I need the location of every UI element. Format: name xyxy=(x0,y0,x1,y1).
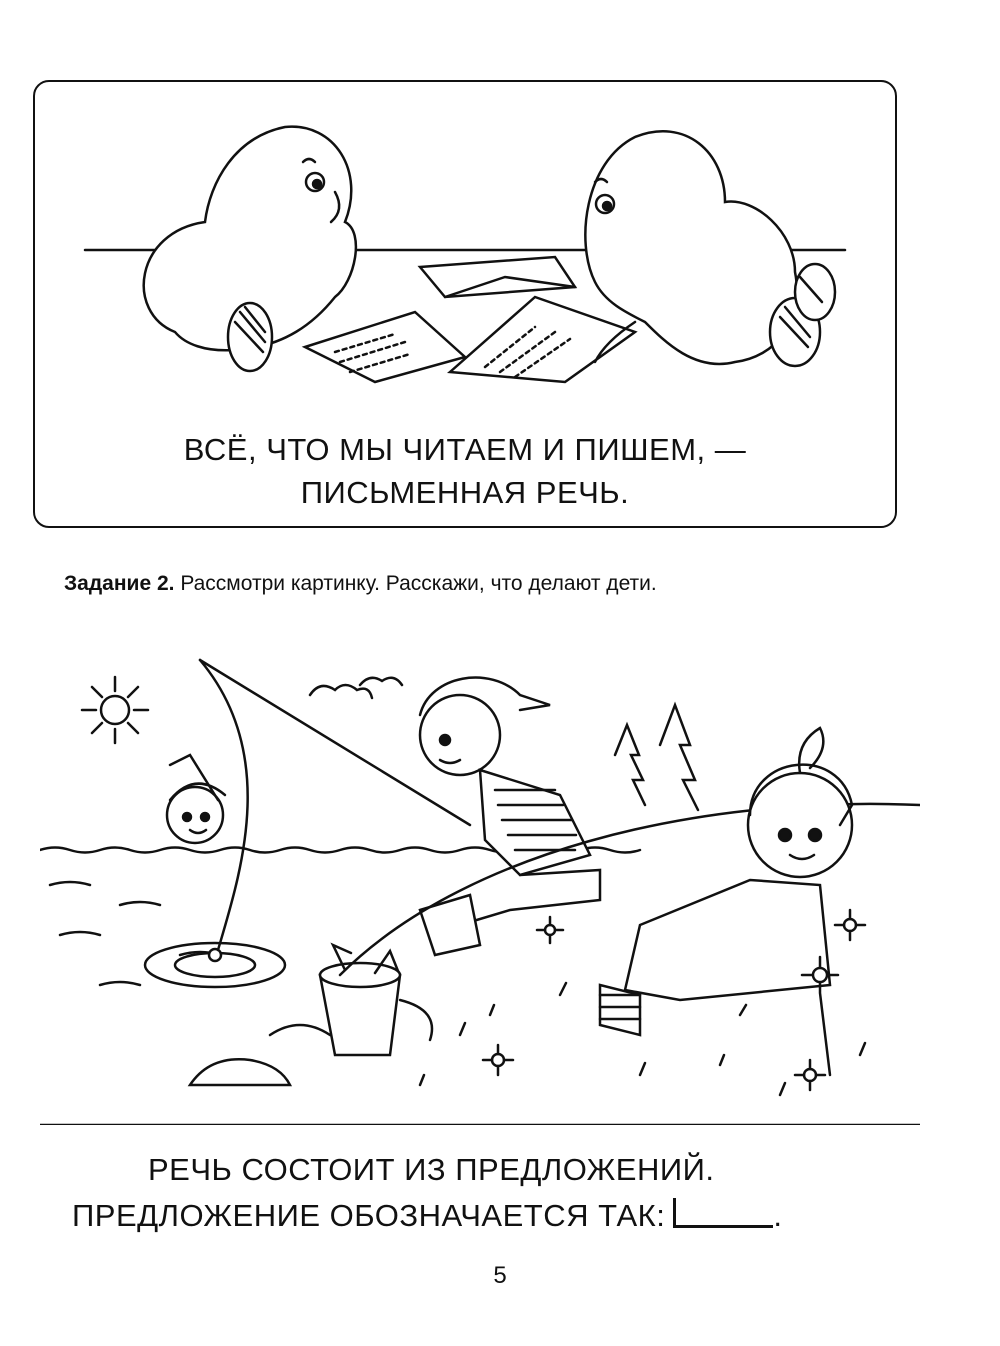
caption-line-2: ПИСЬМЕННАЯ РЕЧЬ. xyxy=(300,475,630,510)
task-text: Рассмотри картинку. Расскажи, что делают дети. xyxy=(180,572,657,595)
page-number: 5 xyxy=(493,1262,507,1289)
writing-speech-panel xyxy=(33,80,897,528)
task-label: Задание 2. xyxy=(64,572,175,595)
flower-icon xyxy=(483,1045,513,1075)
children-outdoors-illustration xyxy=(40,655,920,1125)
task-instruction xyxy=(64,572,657,596)
rule-line-2 xyxy=(72,1198,782,1234)
characters-writing-illustration xyxy=(35,82,895,422)
caption-line-1: ВСЁ, ЧТО МЫ ЧИТАЕМ И ПИШЕМ, — xyxy=(183,432,747,467)
flower-icon xyxy=(537,917,563,943)
sentence-symbol-icon xyxy=(673,1198,773,1228)
rule-line-2-end: . xyxy=(773,1198,783,1233)
rule-line-2-text: ПРЕДЛОЖЕНИЕ ОБОЗНАЧАЕТСЯ ТАК: xyxy=(72,1198,666,1233)
flower-icon xyxy=(795,1060,825,1090)
rule-line-1: РЕЧЬ СОСТОИТ ИЗ ПРЕДЛОЖЕНИЙ. xyxy=(148,1152,715,1187)
sun-icon xyxy=(82,677,148,743)
flower-icon xyxy=(835,910,865,940)
